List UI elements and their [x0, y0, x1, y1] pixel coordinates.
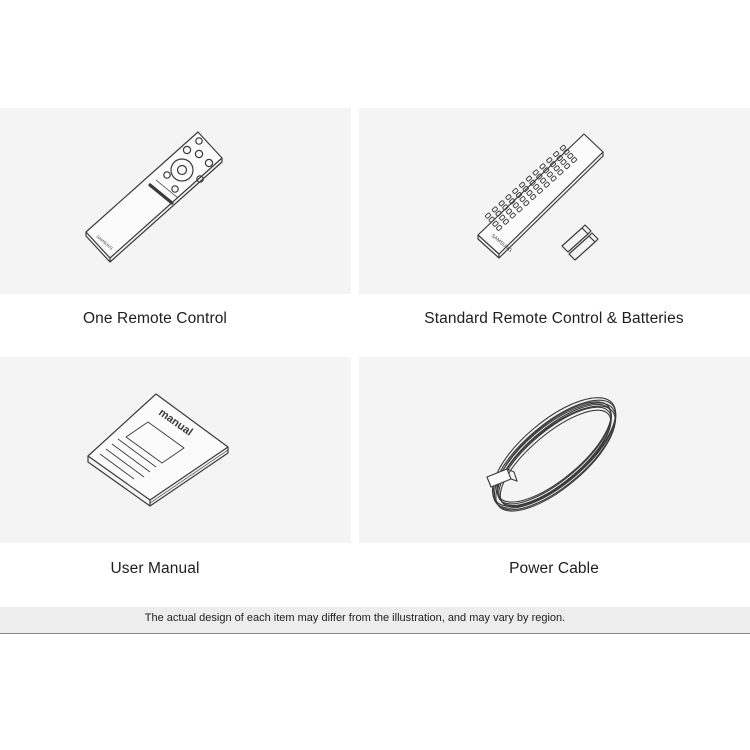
remote-key-icon	[539, 163, 545, 169]
remote-key-icon	[526, 176, 532, 182]
item-panel-standard-remote	[359, 108, 750, 294]
remote-key-icon	[560, 145, 566, 151]
remote-key-icon	[533, 170, 539, 176]
remote-key-icon	[546, 157, 552, 163]
disclaimer-text: The actual design of each item may differ from the illustration, and may vary by region.	[144, 612, 566, 624]
remote-key-icon	[512, 188, 518, 194]
remote-key-icon	[553, 151, 559, 157]
remote-key-icon	[485, 213, 491, 219]
remote-key-icon	[492, 207, 498, 213]
remote-brand-text: SAMSUNG	[95, 233, 115, 251]
remote-key-icon	[519, 182, 525, 188]
item-label-user-manual: User Manual	[110, 560, 200, 577]
item-label-one-remote: One Remote Control	[83, 310, 227, 327]
item-label-power-cable: Power Cable	[509, 560, 599, 577]
manual-icon	[0, 357, 351, 543]
item-panel-one-remote	[0, 108, 351, 294]
standard-remote-brand-text: SAMSUNG	[489, 232, 513, 254]
power-cable-icon	[359, 357, 750, 543]
remote-key-icon	[499, 200, 505, 206]
item-label-standard-remote: Standard Remote Control & Batteries	[424, 310, 684, 327]
standard-remote-batteries-icon	[359, 108, 750, 294]
manual-cover-text: manual	[156, 406, 195, 439]
item-panel-power-cable	[359, 357, 750, 543]
item-panel-user-manual	[0, 357, 351, 543]
one-remote-icon	[0, 108, 351, 294]
remote-key-icon	[505, 194, 511, 200]
